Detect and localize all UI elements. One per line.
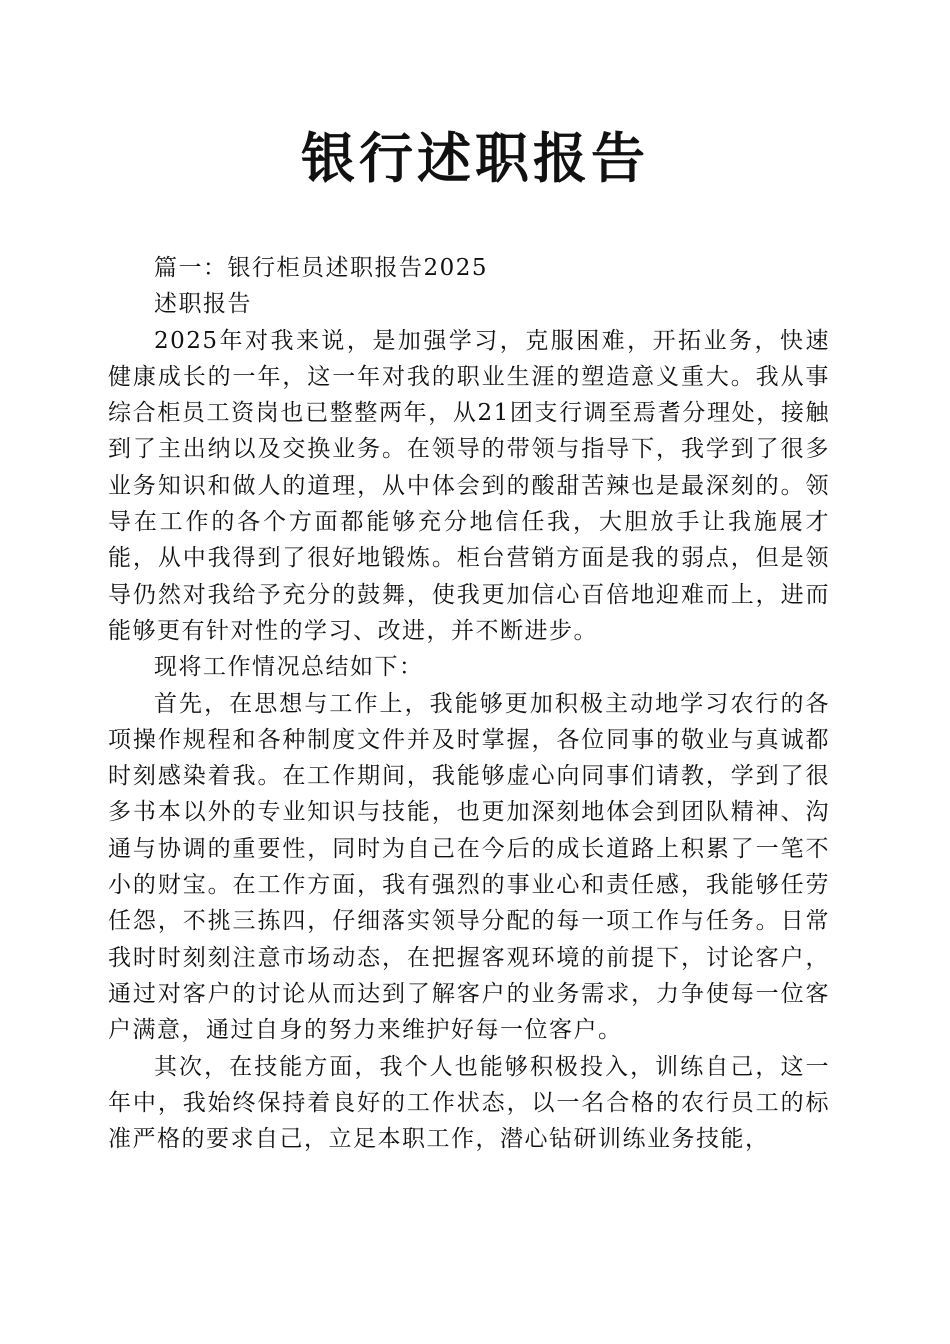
document-body	[108, 250, 830, 1157]
paragraph: 首先，在思想与工作上，我能够更加积极主动地学习农行的各项操作规程和各种制度文件并及时掌握，各位同事的敬业与真诚都时刻感染着我。在工作期间，我能够虚心向同事们请教，学到了很多书本以外的专业知识与技能，也更加深刻地体会到团队精神、沟通与协调的重要性，同时为自己在今后的成长道路上积累了一笔不小的财宝。在工作方面，我有强烈的事业心和责任感，我能够任劳任怨，不挑三拣四，仔细落实领导分配的每一项工作与任务。日常我时时刻刻注意市场动态，在把握客观环境的前提下，讨论客户，通过对客户的讨论从而达到了解客户的业务需求，力争使每一位客户满意，通过自身的努力来维护好每一位客户。	[108, 690, 830, 1044]
document-title: 银行述职报告	[301, 126, 649, 190]
paragraph: 现将工作情况总结如下：	[154, 654, 424, 681]
section-heading: 篇一：银行柜员述职报告2025	[154, 255, 489, 281]
paragraph: 2025年对我来说，是加强学习，克服困难，开拓业务，快速健康成长的一年，这一年对我的职业生涯的塑造意义重大。我从事综合柜员工资岗也已整整两年，从21团支行调至焉耆分理处，接触到了主出纳以及交换业务。在领导的带领与指导下，我学到了很多业务知识和做人的道理，从中体会到的酸甜苦辣也是最深刻的。领导在工作的各个方面都能够充分地信任我，大胆放手让我施展才能，从中我得到了很好地锻炼。柜台营销方面是我的弱点，但是领导仍然对我给予充分的鼓舞，使我更加信心百倍地迎难而上，进而能够更有针对性的学习、改进，并不断进步。	[108, 327, 830, 644]
paragraph: 其次，在技能方面，我个人也能够积极投入，训练自己，这一年中，我始终保持着良好的工作状态，以一名合格的农行员工的标准严格的要求自己，立足本职工作，潜心钻研训练业务技能，	[108, 1053, 830, 1153]
subheading: 述职报告	[154, 291, 252, 318]
